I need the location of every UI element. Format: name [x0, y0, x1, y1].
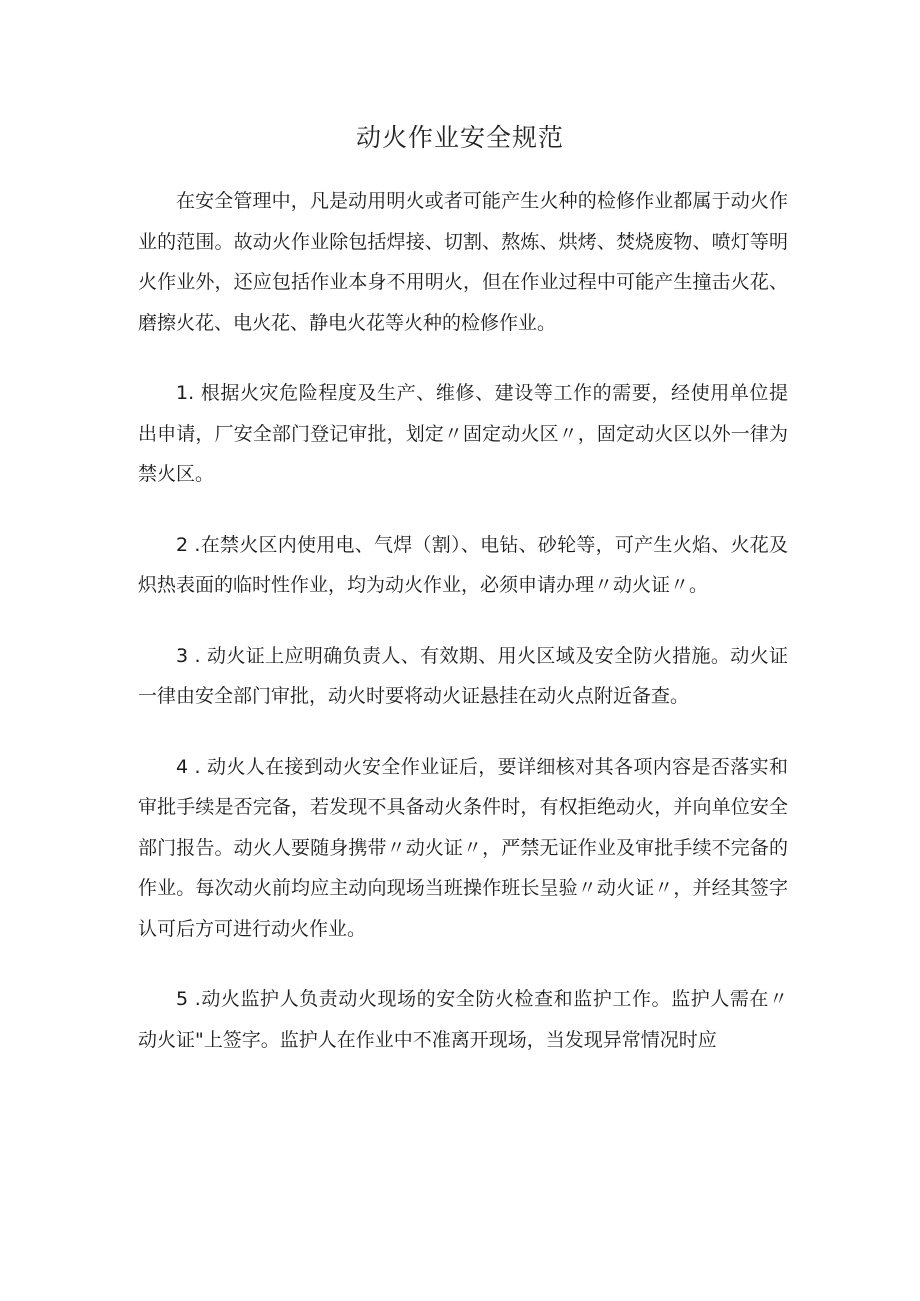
paragraph-item-3: 3 . 动火证上应明确负责人、有效期、用火区域及安全防火措施。动火证一律由安全部门审批，动火时要将动火证悬挂在动火点附近备查。 — [138, 644, 788, 707]
paragraph-item-5: 5 .动火监护人负责动火现场的安全防火检查和监护工作。监护人需在〃动火证"上签字。监护人在作业中不准离开现场，当发现异常情况时应 — [138, 988, 788, 1051]
paragraph-item-4: 4 . 动火人在接到动火安全作业证后，要详细核对其各项内容是否落实和审批手续是否完备，若发现不具备动火条件时，有权拒绝动火，并向单位安全部门报告。动火人要随身携带〃动火证〃，严禁无证作业及审批手续不完备的作业。每次动火前均应主动向现场当班操作班长呈验〃动火证〃，并经其签字认可后方可进行动火作业。 — [138, 755, 788, 940]
paragraph-intro: 在安全管理中，凡是动用明火或者可能产生火种的检修作业都属于动火作业的范围。故动火作业除包括焊接、切割、熬炼、烘烤、焚烧废物、喷灯等明火作业外，还应包括作业本身不用明火，但在作业过程中可能产生撞击火花、磨擦火花、电火花、静电火花等火种的检修作业。 — [138, 190, 788, 334]
document-title: 动火作业安全规范 — [355, 123, 564, 152]
paragraph-item-2: 2 .在禁火区内使用电、气焊（割）、电钻、砂轮等，可产生火焰、火花及炽热表面的临时性作业，均为动火作业，必须申请办理〃动火证〃。 — [138, 533, 788, 596]
paragraph-item-1: 1. 根据火灾危险程度及生产、维修、建设等工作的需要，经使用单位提出申请，厂安全部门登记审批，划定〃固定动火区〃，固定动火区以外一律为禁火区。 — [138, 382, 788, 485]
document-body — [138, 181, 788, 1060]
